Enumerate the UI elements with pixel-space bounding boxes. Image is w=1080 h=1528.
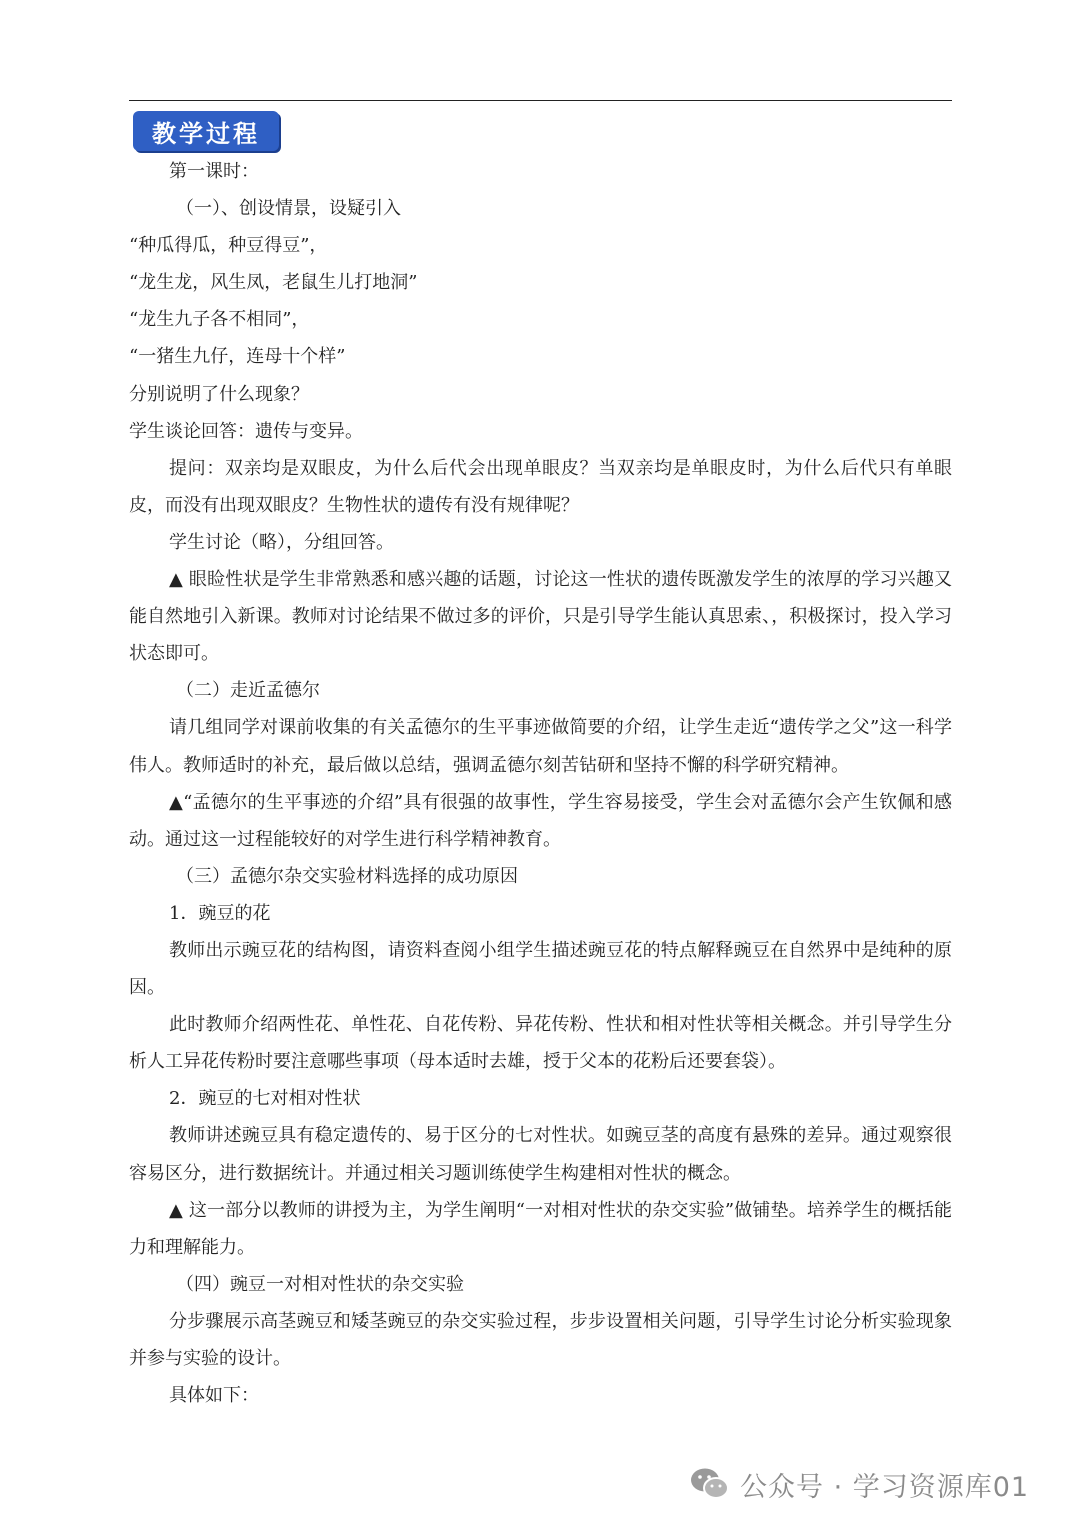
watermark-text: 公众号 · 学习资源库01 bbox=[740, 1471, 1030, 1503]
paragraph: 提问：双亲均是双眼皮，为什么后代会出现单眼皮？当双亲均是单眼皮时，为什么后代只有单眼皮，而没有出现双眼皮？生物性状的遗传有没有规律呢？ bbox=[129, 457, 952, 516]
document-body bbox=[129, 153, 952, 1414]
paragraph: “种瓜得瓜，种豆得豆”， bbox=[129, 235, 328, 257]
paragraph: 第一课时： bbox=[169, 161, 259, 182]
subsection-heading: 1．豌豆的花 bbox=[169, 902, 271, 924]
note-paragraph: ▲ 眼睑性状是学生非常熟悉和感兴趣的话题，讨论这一性状的遗传既激发学生的浓厚的学习兴趣又能自然地引入新课。教师对讨论结果不做过多的评价，只是引导学生能认真思索、，积极探讨，投入学习状态即可。 bbox=[129, 569, 952, 665]
watermark bbox=[690, 1462, 1029, 1506]
paragraph: 请几组同学对课前收集的有关孟德尔的生平事迹做简要的介绍，让学生走近“遗传学之父”这一科学伟人。教师适时的补充，最后做以总结，强调孟德尔刻苦钻研和坚持不懈的科学研究精神。 bbox=[129, 717, 952, 776]
paragraph: 教师出示豌豆花的结构图，请资料查阅小组学生描述豌豆花的特点解释豌豆在自然界中是纯种的原因。 bbox=[129, 939, 952, 999]
subsection-heading: 2．豌豆的七对相对性状 bbox=[169, 1088, 361, 1110]
paragraph: 学生讨论（略），分组回答。 bbox=[169, 531, 394, 553]
paragraph: 此时教师介绍两性花、单性花、自花传粉、异花传粉、性状和相对性状等相关概念。并引导学生分析人工异花传粉时要注意哪些事项（母本适时去雄，授于父本的花粉后还要套袋）。 bbox=[129, 1014, 952, 1073]
paragraph: 分步骤展示高茎豌豆和矮茎豌豆的杂交实验过程，步步设置相关问题，引导学生讨论分析实验现象并参与实验的设计。 bbox=[129, 1310, 952, 1369]
section-heading: （四）豌豆一对相对性状的杂交实验 bbox=[176, 1273, 464, 1295]
note-paragraph: ▲ 这一部分以教师的讲授为主，为学生阐明“一对相对性状的杂交实验”做铺垫。培养学生的概括能力和理解能力。 bbox=[129, 1199, 952, 1258]
paragraph: 学生谈论回答：遗传与变异。 bbox=[129, 420, 363, 442]
paragraph: “一猪生九仔，连母十个样” bbox=[129, 346, 346, 368]
paragraph: 具体如下： bbox=[169, 1385, 259, 1407]
section-heading: （三）孟德尔杂交实验材料选择的成功原因 bbox=[176, 865, 518, 887]
section-heading: （二）走近孟德尔 bbox=[176, 680, 320, 702]
section-badge bbox=[133, 111, 279, 151]
paragraph: 教师讲述豌豆具有稳定遗传的、易于区分的七对性状。如豌豆茎的高度有悬殊的差异。通过观察很容易区分，进行数据统计。并通过相关习题训练使学生构建相对性状的概念。 bbox=[129, 1125, 952, 1184]
header-rule bbox=[129, 100, 952, 101]
paragraph: “龙生龙，风生凤，老鼠生儿打地洞” bbox=[129, 272, 418, 294]
note-paragraph: ▲“孟德尔的生平事迹的介绍”具有很强的故事性，学生容易接受，学生会对孟德尔会产生钦佩和感动。通过这一过程能较好的对学生进行科学精神教育。 bbox=[129, 791, 952, 850]
section-badge-label: 教学过程 bbox=[152, 119, 260, 148]
section-heading: （一）、创设情景，设疑引入 bbox=[176, 198, 401, 220]
paragraph: 分别说明了什么现象？ bbox=[129, 383, 309, 405]
paragraph: “龙生九子各不相同”， bbox=[129, 309, 310, 331]
wechat-icon bbox=[690, 1467, 730, 1501]
